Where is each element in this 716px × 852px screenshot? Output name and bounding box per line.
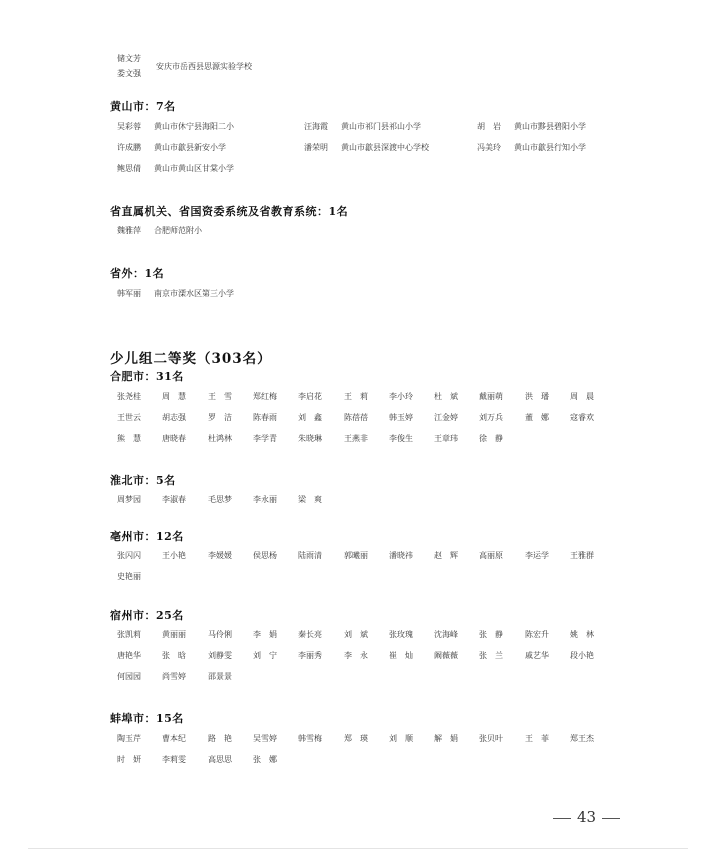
name: 张 静 (479, 630, 503, 639)
school-name: 黄山市黟县碧阳小学 (514, 122, 586, 131)
name-row (117, 550, 617, 571)
name-list (117, 51, 157, 81)
name: 李丽秀 (298, 651, 322, 660)
award-heading: 少儿组二等奖（303名） (110, 351, 272, 367)
name: 李启花 (298, 392, 322, 401)
entry (117, 142, 226, 154)
section-heading-province: 省直属机关、省国资委系统及省教育系统：1名 (110, 205, 349, 218)
name: 韩军丽 (117, 289, 141, 298)
name: 侯思杨 (253, 551, 277, 560)
name: 韩雪梅 (298, 734, 322, 743)
page-number (547, 808, 626, 826)
name: 解 娟 (434, 734, 458, 743)
entry (117, 163, 234, 175)
entry (304, 142, 429, 154)
name: 阚薇薇 (434, 651, 458, 660)
name-row (117, 650, 617, 671)
name: 冯美玲 (477, 143, 501, 152)
name: 李淑春 (162, 495, 186, 504)
name: 陶玉芹 (117, 734, 141, 743)
name: 黄丽丽 (162, 630, 186, 639)
name: 姚 林 (570, 630, 594, 639)
name: 寇睿欢 (570, 413, 594, 422)
name-row (117, 733, 617, 754)
name: 毛思梦 (208, 495, 232, 504)
section-heading-huaibei: 淮北市：5名 (110, 474, 176, 487)
name-row (117, 571, 617, 592)
name: 王世云 (117, 413, 141, 422)
name: 张贝叶 (479, 734, 503, 743)
name: 周 晨 (570, 392, 594, 401)
entry (117, 288, 234, 300)
name-grid-hefei (117, 391, 617, 454)
name: 秦长亮 (298, 630, 322, 639)
section-heading-huangshan: 黄山市：7名 (110, 100, 176, 113)
name: 史艳丽 (117, 572, 141, 581)
entry-list-huangshan (117, 121, 617, 184)
name: 尚雪婷 (162, 672, 186, 681)
school-name: 黄山市黄山区甘棠小学 (154, 164, 234, 173)
name: 刘 鑫 (298, 413, 322, 422)
name: 李 永 (344, 651, 368, 660)
name: 李俊生 (389, 434, 413, 443)
name: 马伶俐 (208, 630, 232, 639)
name: 王章玮 (434, 434, 458, 443)
school-name: 黄山市祁门县祁山小学 (341, 122, 421, 131)
name: 张 晗 (162, 651, 186, 660)
name: 许成鹏 (117, 143, 141, 152)
entry-row (117, 121, 617, 142)
entry (117, 225, 202, 237)
name: 高思思 (208, 755, 232, 764)
school-name: 黄山市歙县行知小学 (514, 143, 586, 152)
name: 王 莉 (344, 392, 368, 401)
name: 刘万兵 (479, 413, 503, 422)
name: 赵 辉 (434, 551, 458, 560)
dash-left (553, 818, 571, 819)
name: 王小艳 (162, 551, 186, 560)
name: 沈海峰 (434, 630, 458, 639)
name: 陈蓓蓓 (344, 413, 368, 422)
name: 戚艺华 (525, 651, 549, 660)
name-row (117, 391, 617, 412)
name-row (117, 494, 617, 515)
name: 李媛媛 (208, 551, 232, 560)
name: 吴彩蓉 (117, 122, 141, 131)
entry (304, 121, 421, 133)
name: 周 慧 (162, 392, 186, 401)
school-name: 安庆市岳西县思源实验学校 (156, 62, 252, 71)
name-row (117, 754, 617, 775)
section-heading-bozhou: 亳州市：12名 (110, 530, 184, 543)
name: 郑王杰 (570, 734, 594, 743)
name-grid-huaibei (117, 494, 617, 515)
name: 董 娜 (525, 413, 549, 422)
name: 郑 瑛 (344, 734, 368, 743)
entry-row (117, 163, 617, 184)
name: 胡志强 (162, 413, 186, 422)
name: 刘静雯 (208, 651, 232, 660)
name-grid-bozhou (117, 550, 617, 592)
name: 曹本纪 (162, 734, 186, 743)
name: 邵景景 (208, 672, 232, 681)
name: 郑红梅 (253, 392, 277, 401)
name-grid-suzhou (117, 629, 617, 692)
name: 朱晓琳 (298, 434, 322, 443)
name: 潘荣明 (304, 143, 328, 152)
name: 时 妍 (117, 755, 141, 764)
entry-row (117, 142, 617, 163)
school-name: 黄山市歙县深渡中心学校 (341, 143, 429, 152)
section-heading-outside: 省外：1名 (110, 267, 165, 280)
name: 刘 斌 (344, 630, 368, 639)
name: 陆雨清 (298, 551, 322, 560)
name: 李学青 (253, 434, 277, 443)
entry-row (117, 225, 617, 246)
name: 王 菲 (525, 734, 549, 743)
school-name: 黄山市歙县新安小学 (154, 143, 226, 152)
name: 熊 慧 (117, 434, 141, 443)
name-row (117, 629, 617, 650)
name: 张闪闪 (117, 551, 141, 560)
bottom-rule (28, 848, 688, 849)
name: 戴丽萌 (479, 392, 503, 401)
name-row (117, 671, 617, 692)
name: 杜 斌 (434, 392, 458, 401)
name: 江金婷 (434, 413, 458, 422)
entry-list-outside (117, 288, 617, 309)
name: 李莉雯 (162, 755, 186, 764)
name: 崔 灿 (389, 651, 413, 660)
school-name: 黄山市休宁县海阳二小 (154, 122, 234, 131)
name: 杜鸿林 (208, 434, 232, 443)
name: 汪海霞 (304, 122, 328, 131)
name: 李运学 (525, 551, 549, 560)
name: 张玫瑰 (389, 630, 413, 639)
name: 梁 爽 (298, 495, 322, 504)
name: 韩玉婷 (389, 413, 413, 422)
name: 陈宏升 (525, 630, 549, 639)
name: 陈春雨 (253, 413, 277, 422)
name: 王 雪 (208, 392, 232, 401)
name: 徐 静 (479, 434, 503, 443)
entry (117, 121, 234, 133)
name: 魏雅萍 (117, 226, 141, 235)
name: 胡 岩 (477, 122, 501, 131)
school-name: 南京市溧水区第三小学 (154, 289, 234, 298)
dash-right (602, 818, 620, 819)
name: 路 艳 (208, 734, 232, 743)
name: 段小艳 (570, 651, 594, 660)
name: 高丽原 (479, 551, 503, 560)
name: 吴雪婷 (253, 734, 277, 743)
name: 李 娟 (253, 630, 277, 639)
name: 储文芳 (117, 54, 141, 63)
entry (477, 142, 586, 154)
name: 刘 顺 (389, 734, 413, 743)
name: 张尧桂 (117, 392, 141, 401)
name: 洪 璠 (525, 392, 549, 401)
name: 潘晓祎 (389, 551, 413, 560)
name-grid-bengbu (117, 733, 617, 775)
name: 郭曦丽 (344, 551, 368, 560)
name: 周梦园 (117, 495, 141, 504)
name: 张凯莉 (117, 630, 141, 639)
name: 刘 宁 (253, 651, 277, 660)
name: 罗 洁 (208, 413, 232, 422)
name: 张 娜 (253, 755, 277, 764)
section-heading-hefei: 合肥市：31名 (110, 370, 184, 383)
name: 鲍思倩 (117, 164, 141, 173)
name: 唐晓春 (162, 434, 186, 443)
name: 王燕非 (344, 434, 368, 443)
name-row (117, 412, 617, 433)
name-row (117, 433, 617, 454)
school-name: 合肥师范附小 (154, 226, 202, 235)
section-heading-suzhou: 宿州市：25名 (110, 609, 184, 622)
name: 唐艳华 (117, 651, 141, 660)
name: 娄文强 (117, 69, 141, 78)
entry-row (117, 288, 617, 309)
section-heading-bengbu: 蚌埠市：15名 (110, 712, 184, 725)
name: 王雅群 (570, 551, 594, 560)
page-number-text: 43 (577, 808, 597, 826)
entry-list-province (117, 225, 617, 246)
name: 张 兰 (479, 651, 503, 660)
name: 何园园 (117, 672, 141, 681)
name: 李小玲 (389, 392, 413, 401)
name: 李永丽 (253, 495, 277, 504)
entry (477, 121, 586, 133)
